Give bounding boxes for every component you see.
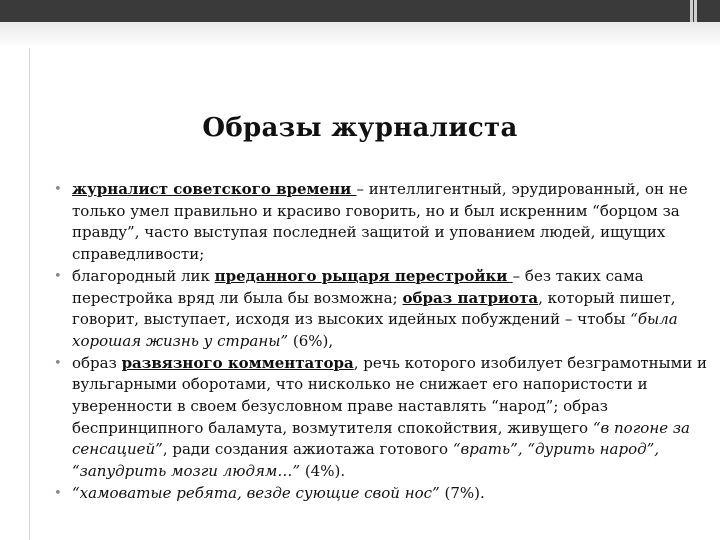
item-text: – интеллигентный, эрудированный, он не только умел правильно и красиво говорить, но и был искренним “борцом за правду”, часто выступая последней защитой и упованием людей, ищущих справедливости; (72, 180, 688, 264)
item-text: (7%). (439, 483, 485, 502)
bullet-icon: • (54, 182, 62, 197)
item-text: благородный лик (72, 266, 215, 285)
term-perestroika-knight: преданного рыцаря перестройки (214, 266, 513, 285)
top-bar-stripe (694, 0, 697, 22)
item-text: образ (72, 353, 122, 372)
term-patriot: образ патриота (402, 288, 539, 307)
bullet-icon: • (54, 268, 62, 284)
item-text: (6%), (288, 331, 334, 350)
bullet-icon: • (54, 355, 62, 371)
top-bar-stripe (690, 0, 693, 22)
item-quote: “в погоне за сенсацией” (72, 418, 690, 459)
item-quote: “врать”, “дурить народ”, “запудрить мозги людям…” (72, 440, 660, 481)
item-text: – без таких сама перестройка вряд ли была бы возможна; (72, 266, 644, 307)
slide-title: Образы журналиста (202, 113, 518, 143)
slide-body (50, 179, 708, 505)
top-gradient-band (0, 22, 720, 48)
term-soviet-journalist: журналист советского времени (72, 180, 357, 198)
top-decor-bar (0, 0, 720, 22)
list-item (50, 179, 708, 266)
item-quote: “была хорошая жизнь у страны” (72, 310, 678, 350)
top-bar-dark (0, 0, 720, 22)
bullet-icon: • (54, 485, 62, 501)
list-item (50, 266, 708, 353)
item-text: , ради создания ажиотажа готового (162, 440, 453, 459)
item-text: , речь которого изобилует безграмотными и вульгарными оборотами, что нисколько не снижает его напористости и уверенности в своем безусловном праве наставлять “народ”; образ беспринципного баламута, возмутителя спокойствия, живущего (72, 353, 708, 437)
item-text: , который пишет, говорит, выступает, исходя из высоких идейных побуждений – чтобы (72, 288, 676, 329)
term-commentator: развязного комментатора (121, 353, 354, 372)
item-quote: “хамоватые ребята, везде сующие свой нос” (72, 483, 440, 502)
list-item (50, 353, 708, 483)
item-text: (4%). (300, 462, 346, 481)
list-item (50, 483, 708, 505)
